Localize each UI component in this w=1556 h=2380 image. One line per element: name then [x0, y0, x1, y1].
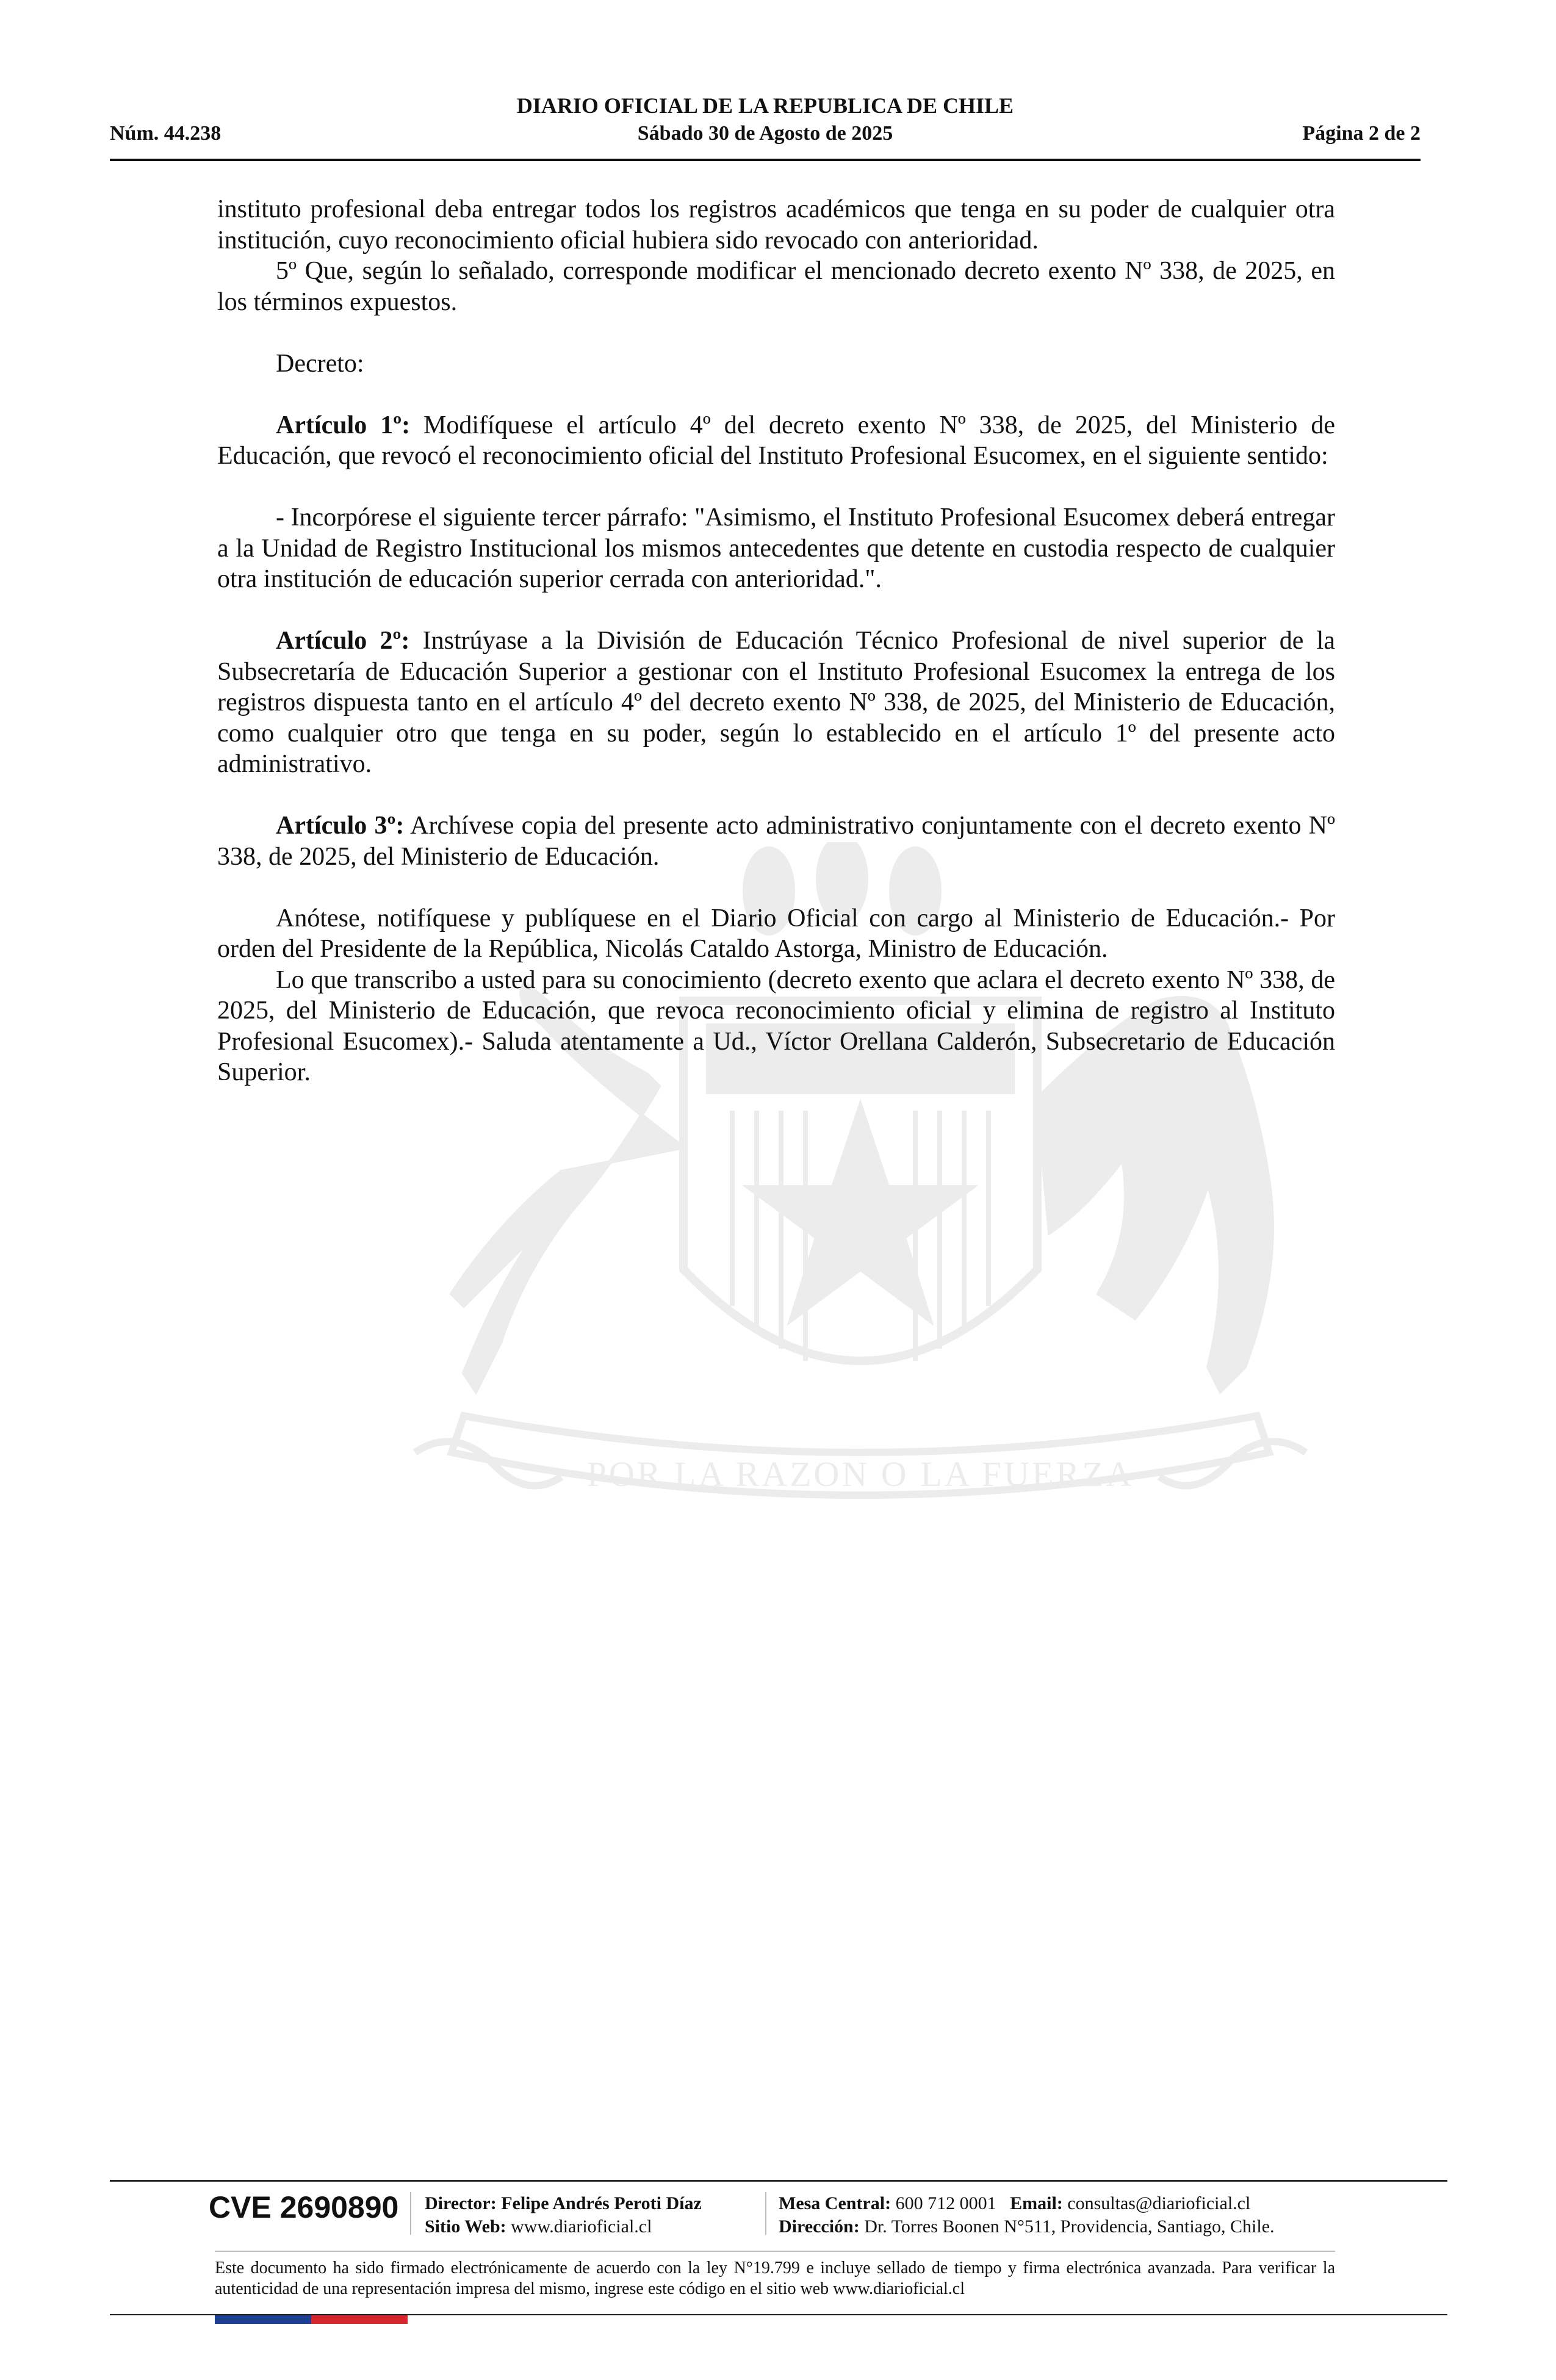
web-link[interactable]: www.diarioficial.cl — [511, 2216, 652, 2237]
article-3-label: Artículo 3º: — [276, 812, 405, 840]
article-3-text: Archívese copia del presente acto administrativo conjuntamente con el decreto exento Nº 338, de 2025, del Ministerio de Educación. — [217, 812, 1335, 871]
mesa-label: Mesa Central: — [779, 2193, 891, 2213]
page-header — [110, 93, 1421, 161]
document-body — [217, 194, 1335, 1088]
flag-stripe-red — [311, 2315, 408, 2324]
watermark-motto: POR LA RAZON O LA FUERZA — [586, 1454, 1134, 1494]
signature-note: Este documento ha sido firmado electrónicamente de acuerdo con la ley N°19.799 e incluye sellado de tiempo y firma electrónica avanzada. Para verificar la autenticidad de una representación impresa del mismo, ingrese este código en el sitio web www.diarioficial.cl — [215, 2259, 1335, 2298]
footer-separator — [765, 2192, 766, 2235]
address-value: Dr. Torres Boonen N°511, Providencia, Santiago, Chile. — [864, 2216, 1275, 2237]
paragraph-transcribo: Lo que transcribo a usted para su conocimiento (decreto exento que aclara el decreto exento Nº 338, de 2025, del Ministerio de Educación, que revoca reconocimiento oficial y elimina de registro al Instituto Profesional Esucomex).- Saluda atentamente a Ud., Víctor Orellana Calderón, Subsecretario de Educación Superior. — [217, 965, 1335, 1086]
issue-date: Sábado 30 de Agosto de 2025 — [637, 122, 893, 145]
paragraph-considerando-5: 5º Que, según lo señalado, corresponde modificar el mencionado decreto exento Nº 338, de 2025, en los términos expuestos. — [217, 257, 1335, 316]
footer-divider-inner — [215, 2251, 1335, 2252]
web-label: Sitio Web: — [425, 2216, 506, 2237]
page-number: Página 2 de 2 — [1302, 122, 1421, 145]
flag-stripe-blue — [215, 2315, 311, 2324]
gazette-title: DIARIO OFICIAL DE LA REPUBLICA DE CHILE — [516, 93, 1014, 118]
footer-contact-column — [779, 2192, 1275, 2238]
article-1 — [217, 410, 1335, 472]
article-2-label: Artículo 2º: — [276, 627, 410, 655]
article-2 — [217, 626, 1335, 780]
cve-code: CVE 2690890 — [209, 2190, 399, 2224]
paragraph-continuation: instituto profesional deba entregar todos los registros académicos que tenga en su poder de cualquier otra institución, cuyo reconocimiento oficial hubiera sido revocado con anterioridad. — [217, 195, 1335, 254]
footer-separator — [410, 2192, 411, 2235]
mesa-phone: 600 712 0001 — [895, 2193, 996, 2213]
address-label: Dirección: — [779, 2216, 860, 2237]
article-1-text: Modifíquese el artículo 4º del decreto exento Nº 338, de 2025, del Ministerio de Educación, que revocó el reconocimiento oficial del Instituto Profesional Esucomex, en el siguiente sentido: — [217, 411, 1335, 470]
footer-director-column — [425, 2192, 702, 2238]
article-1-label: Artículo 1º: — [276, 411, 411, 439]
paragraph-anotese: Anótese, notifíquese y publíquese en el Diario Oficial con cargo al Ministerio de Educación.- Por orden del Presidente de la República, Nicolás Cataldo Astorga, Ministro de Educación. — [217, 904, 1335, 963]
director-name: Felipe Andrés Peroti Díaz — [501, 2193, 702, 2213]
decreto-heading: Decreto: — [276, 349, 364, 378]
email-link[interactable]: consultas@diarioficial.cl — [1067, 2193, 1251, 2213]
article-2-text: Instrúyase a la División de Educación Técnico Profesional de nivel superior de la Subsecretaría de Educación Superior a gestionar con el Instituto Profesional Esucomex la entrega de los registros dispuesta tanto en el artículo 4º del decreto exento Nº 338, de 2025, del Ministerio de Educación, como cualquier otro que tenga en su poder, según lo establecido en el artículo 1º del presente acto administrativo. — [217, 627, 1335, 778]
paragraph-incorporese: - Incorpórese el siguiente tercer párrafo: "Asimismo, el Instituto Profesional Esucomex deberá entregar a la Unidad de Registro Institucional los mismos antecedentes que detente en custodia respecto de cualquier otra institución de educación superior cerrada con anterioridad.". — [217, 503, 1335, 593]
director-label: Director: — [425, 2193, 497, 2213]
footer-divider-top — [110, 2180, 1447, 2182]
article-3 — [217, 810, 1335, 872]
email-label: Email: — [1010, 2193, 1063, 2213]
issue-number: Núm. 44.238 — [110, 122, 222, 145]
